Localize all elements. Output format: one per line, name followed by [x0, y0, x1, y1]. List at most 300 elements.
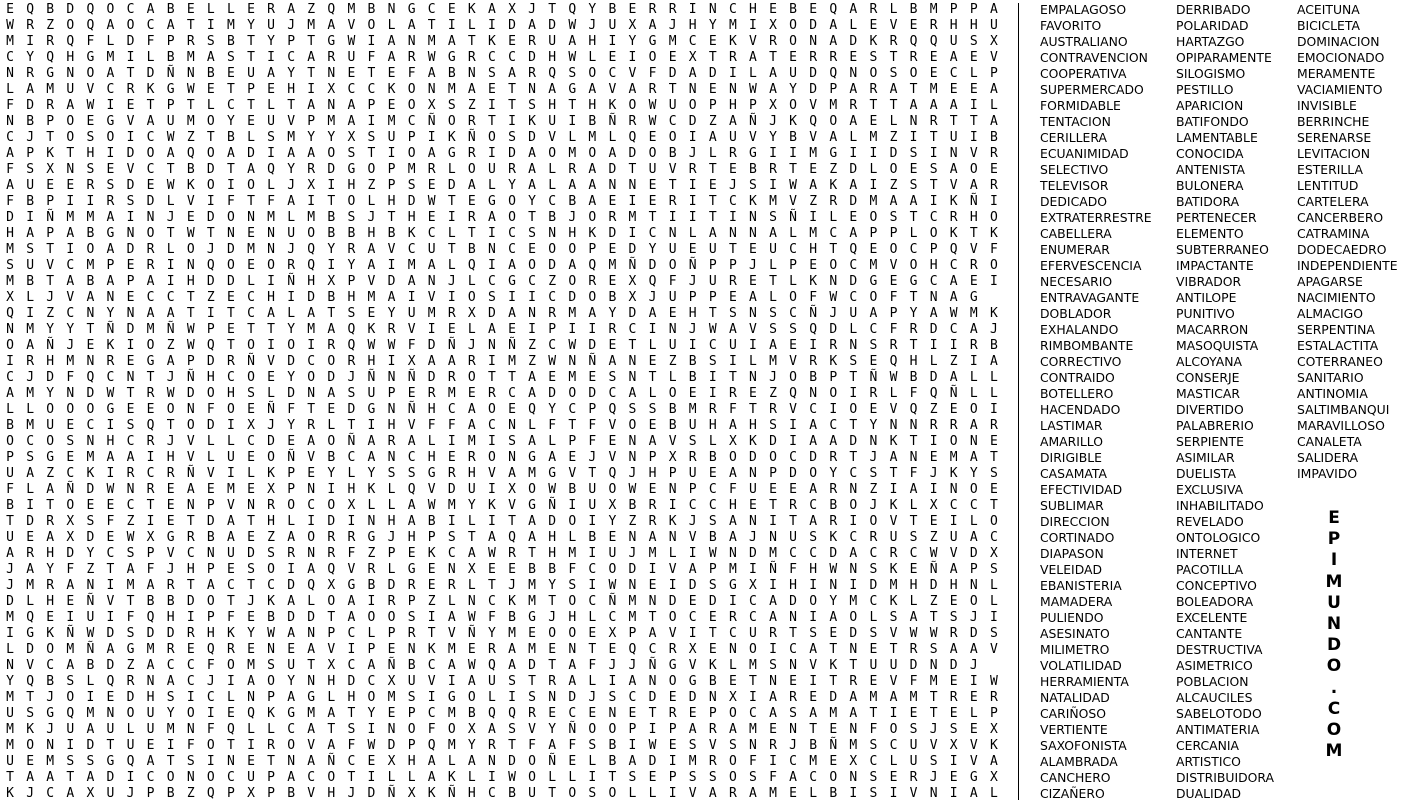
- grid-cell: N: [66, 162, 75, 177]
- grid-cell: D: [969, 626, 978, 641]
- grid-cell: Ñ: [46, 210, 55, 225]
- grid-cell: T: [548, 786, 557, 801]
- grid-cell: W: [467, 610, 476, 625]
- word-item: SERPENTINA: [1297, 322, 1375, 337]
- grid-cell: H: [347, 690, 356, 705]
- grid-cell: E: [46, 178, 55, 193]
- grid-cell: I: [126, 338, 135, 353]
- grid-cell: E: [969, 82, 978, 97]
- grid-cell: O: [989, 210, 998, 225]
- grid-cell: B: [46, 674, 55, 689]
- grid-cell: L: [548, 770, 557, 785]
- grid-cell: K: [447, 130, 456, 145]
- grid-cell: A: [488, 530, 496, 545]
- grid-cell: S: [568, 66, 577, 81]
- grid-cell: E: [608, 194, 617, 209]
- grid-cell: T: [708, 50, 717, 65]
- grid-cell: J: [588, 18, 597, 33]
- grid-cell: Q: [186, 146, 195, 161]
- grid-cell: N: [307, 674, 316, 689]
- grid-cell: I: [909, 130, 918, 145]
- grid-cell: E: [949, 770, 958, 785]
- brand-letter: M: [1325, 741, 1343, 762]
- word-item: ANTILOPE: [1176, 290, 1237, 305]
- grid-cell: Y: [628, 34, 637, 49]
- grid-cell: E: [186, 642, 195, 657]
- grid-cell: A: [588, 82, 597, 97]
- grid-cell: M: [728, 18, 737, 33]
- grid-cell: V: [969, 146, 978, 161]
- grid-cell: D: [146, 626, 155, 641]
- grid-cell: N: [86, 434, 95, 449]
- grid-cell: O: [407, 722, 416, 737]
- grid-cell: L: [969, 706, 978, 721]
- word-item: CANCERBERO: [1297, 210, 1384, 225]
- grid-cell: J: [387, 530, 396, 545]
- grid-cell: H: [106, 434, 115, 449]
- grid-cell: C: [688, 498, 697, 513]
- grid-cell: R: [668, 706, 677, 721]
- grid-cell: Y: [769, 130, 777, 145]
- grid-cell: C: [347, 754, 356, 769]
- grid-cell: J: [166, 370, 175, 385]
- grid-cell: F: [146, 34, 155, 49]
- grid-cell: E: [869, 642, 878, 657]
- grid-cell: Z: [186, 130, 195, 145]
- grid-cell: I: [969, 130, 978, 145]
- grid-cell: Ñ: [749, 114, 757, 129]
- grid-cell: X: [508, 482, 516, 497]
- grid-cell: O: [287, 498, 296, 513]
- grid-cell: A: [749, 290, 757, 305]
- grid-cell: K: [146, 82, 155, 97]
- grid-cell: R: [267, 2, 275, 17]
- grid-cell: I: [969, 674, 978, 689]
- grid-cell: E: [809, 162, 818, 177]
- grid-cell: R: [608, 210, 617, 225]
- grid-cell: I: [287, 290, 296, 305]
- grid-cell: R: [166, 578, 175, 593]
- grid-cell: E: [387, 98, 396, 113]
- grid-cell: B: [809, 370, 818, 385]
- word-item: FORMIDABLE: [1040, 98, 1121, 113]
- brand-letter: E: [1328, 508, 1340, 528]
- grid-cell: E: [247, 754, 255, 769]
- grid-cell: L: [247, 466, 255, 481]
- grid-cell: R: [989, 146, 998, 161]
- grid-cell: G: [508, 274, 516, 289]
- word-list-column-2: [1176, 2, 1297, 802]
- grid-cell: F: [889, 290, 898, 305]
- grid-cell: D: [829, 690, 838, 705]
- grid-cell: I: [929, 194, 938, 209]
- grid-cell: G: [648, 34, 657, 49]
- grid-cell: O: [588, 210, 597, 225]
- grid-cell: X: [769, 98, 777, 113]
- grid-cell: M: [628, 594, 637, 609]
- grid-cell: A: [6, 386, 14, 401]
- grid-cell: B: [829, 498, 838, 513]
- grid-cell: Ñ: [66, 482, 75, 497]
- grid-cell: T: [889, 642, 898, 657]
- grid-cell: N: [849, 770, 858, 785]
- grid-cell: I: [929, 338, 938, 353]
- grid-cell: U: [548, 34, 557, 49]
- grid-cell: C: [206, 690, 215, 705]
- grid-cell: N: [467, 594, 476, 609]
- grid-cell: O: [728, 770, 737, 785]
- grid-cell: T: [969, 226, 978, 241]
- grid-cell: S: [367, 130, 376, 145]
- grid-cell: K: [829, 178, 838, 193]
- grid-cell: V: [166, 546, 175, 561]
- grid-cell: Q: [86, 18, 95, 33]
- grid-cell: E: [508, 562, 516, 577]
- grid-cell: R: [528, 706, 536, 721]
- grid-cell: K: [949, 194, 958, 209]
- grid-cell: S: [568, 578, 577, 593]
- grid-cell: N: [447, 562, 456, 577]
- grid-cell: T: [869, 98, 878, 113]
- grid-cell: U: [869, 658, 878, 673]
- grid-cell: H: [949, 18, 958, 33]
- grid-cell: M: [387, 690, 396, 705]
- grid-cell: L: [849, 18, 858, 33]
- grid-cell: I: [488, 146, 496, 161]
- grid-cell: R: [889, 546, 898, 561]
- grid-cell: E: [648, 354, 657, 369]
- grid-cell: E: [508, 402, 516, 417]
- grid-cell: L: [989, 370, 998, 385]
- grid-cell: N: [226, 754, 235, 769]
- grid-cell: S: [929, 754, 938, 769]
- grid-cell: T: [427, 626, 436, 641]
- grid-cell: A: [769, 82, 777, 97]
- grid-cell: R: [467, 210, 476, 225]
- grid-cell: V: [789, 354, 797, 369]
- grid-cell: C: [186, 674, 195, 689]
- grid-cell: E: [829, 754, 838, 769]
- grid-cell: O: [86, 402, 95, 417]
- grid-cell: K: [26, 722, 35, 737]
- grid-cell: H: [407, 754, 416, 769]
- grid-cell: A: [909, 194, 918, 209]
- grid-cell: O: [247, 370, 255, 385]
- grid-cell: Ñ: [166, 322, 175, 337]
- grid-cell: K: [708, 658, 717, 673]
- grid-cell: B: [166, 50, 175, 65]
- grid-cell: U: [909, 754, 918, 769]
- grid-cell: A: [327, 322, 336, 337]
- grid-cell: I: [528, 322, 536, 337]
- grid-cell: R: [427, 162, 436, 177]
- grid-cell: P: [548, 322, 557, 337]
- grid-cell: D: [327, 162, 336, 177]
- grid-cell: P: [367, 642, 376, 657]
- grid-cell: E: [869, 18, 878, 33]
- grid-cell: B: [86, 658, 95, 673]
- grid-cell: R: [769, 402, 777, 417]
- grid-cell: X: [467, 562, 476, 577]
- grid-cell: E: [247, 530, 255, 545]
- grid-cell: C: [46, 658, 55, 673]
- grid-cell: S: [769, 322, 777, 337]
- grid-cell: S: [608, 370, 617, 385]
- grid-cell: Z: [548, 274, 557, 289]
- grid-cell: M: [969, 306, 978, 321]
- word-item: AUSTRALIANO: [1040, 34, 1128, 49]
- grid-cell: G: [407, 2, 416, 17]
- grid-cell: E: [86, 498, 95, 513]
- grid-cell: I: [206, 754, 215, 769]
- grid-cell: X: [6, 290, 14, 305]
- grid-cell: S: [6, 258, 14, 273]
- grid-cell: N: [548, 226, 557, 241]
- grid-cell: J: [166, 562, 175, 577]
- grid-cell: P: [46, 226, 55, 241]
- grid-cell: O: [367, 690, 376, 705]
- grid-cell: O: [568, 514, 577, 529]
- grid-cell: D: [146, 194, 155, 209]
- grid-cell: E: [548, 370, 557, 385]
- grid-cell: C: [166, 658, 175, 673]
- grid-cell: I: [949, 338, 958, 353]
- grid-cell: K: [749, 434, 757, 449]
- grid-cell: Ñ: [387, 658, 396, 673]
- grid-cell: R: [909, 322, 918, 337]
- grid-cell: D: [849, 626, 858, 641]
- grid-cell: F: [6, 98, 14, 113]
- grid-cell: D: [226, 274, 235, 289]
- grid-cell: A: [126, 562, 135, 577]
- grid-cell: L: [467, 18, 476, 33]
- grid-cell: P: [668, 722, 677, 737]
- grid-cell: E: [769, 482, 777, 497]
- grid-cell: M: [367, 290, 376, 305]
- grid-row: [0, 34, 1004, 50]
- grid-cell: D: [708, 66, 717, 81]
- grid-cell: T: [488, 370, 496, 385]
- grid-cell: Ñ: [447, 786, 456, 801]
- grid-cell: O: [728, 706, 737, 721]
- grid-cell: I: [608, 34, 617, 49]
- grid-cell: E: [166, 482, 175, 497]
- grid-cell: E: [146, 738, 155, 753]
- grid-cell: A: [969, 450, 978, 465]
- grid-cell: V: [407, 418, 416, 433]
- grid-row: [0, 578, 1004, 594]
- grid-cell: I: [447, 514, 456, 529]
- grid-cell: P: [588, 242, 597, 257]
- grid-cell: K: [949, 466, 958, 481]
- grid-cell: N: [146, 674, 155, 689]
- grid-cell: A: [809, 418, 818, 433]
- grid-cell: I: [488, 98, 496, 113]
- grid-cell: E: [387, 706, 396, 721]
- grid-cell: O: [66, 498, 75, 513]
- grid-cell: E: [949, 82, 958, 97]
- grid-cell: V: [749, 130, 757, 145]
- grid-cell: J: [969, 658, 978, 673]
- grid-cell: H: [909, 354, 918, 369]
- grid-cell: N: [668, 482, 677, 497]
- grid-cell: E: [528, 626, 536, 641]
- grid-cell: T: [929, 178, 938, 193]
- grid-cell: C: [447, 546, 456, 561]
- grid-cell: Z: [829, 162, 838, 177]
- grid-cell: S: [26, 706, 35, 721]
- grid-cell: G: [688, 674, 697, 689]
- grid-cell: E: [66, 594, 75, 609]
- grid-cell: Q: [568, 2, 577, 17]
- grid-cell: R: [929, 18, 938, 33]
- grid-cell: H: [146, 690, 155, 705]
- grid-cell: I: [989, 402, 998, 417]
- grid-cell: O: [588, 722, 597, 737]
- grid-cell: A: [307, 98, 316, 113]
- grid-cell: P: [708, 562, 717, 577]
- grid-cell: O: [889, 162, 898, 177]
- grid-cell: I: [126, 50, 135, 65]
- grid-cell: C: [949, 258, 958, 273]
- grid-cell: S: [588, 738, 597, 753]
- grid-cell: U: [66, 82, 75, 97]
- grid-cell: C: [869, 546, 878, 561]
- grid-cell: T: [467, 530, 476, 545]
- grid-cell: Ñ: [809, 306, 818, 321]
- grid-cell: U: [789, 530, 797, 545]
- grid-cell: Y: [287, 418, 296, 433]
- grid-cell: R: [26, 354, 35, 369]
- grid-cell: T: [186, 18, 195, 33]
- grid-cell: N: [648, 594, 657, 609]
- grid-cell: A: [66, 658, 75, 673]
- grid-cell: S: [708, 354, 717, 369]
- grid-cell: Y: [287, 66, 296, 81]
- grid-cell: N: [6, 66, 14, 81]
- grid-cell: C: [146, 162, 155, 177]
- grid-cell: L: [387, 770, 396, 785]
- grid-cell: N: [86, 354, 95, 369]
- grid-cell: V: [528, 722, 536, 737]
- grid-cell: Z: [46, 466, 55, 481]
- grid-cell: B: [166, 2, 175, 17]
- grid-cell: T: [226, 738, 235, 753]
- grid-cell: T: [226, 162, 235, 177]
- grid-cell: G: [106, 402, 115, 417]
- grid-cell: Ñ: [66, 626, 75, 641]
- grid-row: [0, 338, 1004, 354]
- grid-cell: L: [568, 530, 577, 545]
- grid-cell: D: [186, 594, 195, 609]
- grid-cell: N: [488, 754, 496, 769]
- grid-cell: E: [247, 402, 255, 417]
- grid-cell: E: [447, 2, 456, 17]
- grid-cell: R: [407, 626, 416, 641]
- grid-cell: S: [889, 66, 898, 81]
- grid-cell: R: [769, 738, 777, 753]
- grid-cell: Q: [146, 418, 155, 433]
- grid-cell: N: [949, 146, 958, 161]
- grid-cell: E: [126, 98, 135, 113]
- grid-cell: I: [969, 354, 978, 369]
- grid-cell: E: [648, 578, 657, 593]
- grid-cell: S: [86, 130, 95, 145]
- grid-cell: C: [588, 562, 597, 577]
- grid-cell: B: [588, 114, 597, 129]
- grid-cell: Y: [287, 322, 296, 337]
- grid-cell: I: [146, 450, 155, 465]
- grid-cell: W: [789, 178, 797, 193]
- grid-cell: H: [969, 210, 978, 225]
- grid-cell: V: [427, 290, 436, 305]
- grid-row: [0, 178, 1004, 194]
- grid-cell: I: [869, 178, 878, 193]
- grid-cell: L: [769, 290, 777, 305]
- grid-cell: O: [528, 754, 536, 769]
- grid-cell: E: [467, 386, 476, 401]
- grid-cell: O: [327, 770, 336, 785]
- grid-cell: U: [106, 786, 115, 801]
- grid-cell: R: [708, 402, 717, 417]
- grid-cell: T: [327, 306, 336, 321]
- grid-cell: L: [708, 146, 717, 161]
- grid-cell: P: [387, 546, 396, 561]
- grid-cell: H: [588, 98, 597, 113]
- grid-cell: A: [206, 578, 215, 593]
- word-item: DIRECCION: [1040, 514, 1110, 529]
- grid-cell: Y: [166, 706, 175, 721]
- grid-cell: P: [146, 786, 155, 801]
- grid-cell: I: [206, 194, 215, 209]
- grid-cell: M: [407, 258, 416, 273]
- grid-cell: S: [66, 754, 75, 769]
- grid-cell: A: [106, 18, 115, 33]
- grid-cell: D: [186, 386, 195, 401]
- grid-cell: D: [347, 674, 356, 689]
- grid-cell: E: [86, 114, 95, 129]
- grid-cell: B: [206, 66, 215, 81]
- grid-cell: D: [568, 290, 577, 305]
- grid-cell: W: [126, 530, 135, 545]
- grid-cell: R: [528, 66, 536, 81]
- grid-cell: T: [247, 194, 255, 209]
- grid-cell: H: [688, 18, 697, 33]
- grid-cell: Z: [929, 594, 938, 609]
- grid-cell: E: [307, 466, 316, 481]
- grid-cell: A: [909, 98, 918, 113]
- grid-cell: I: [588, 578, 597, 593]
- grid-row: [0, 770, 1004, 786]
- grid-cell: R: [327, 50, 336, 65]
- grid-cell: N: [929, 786, 938, 801]
- grid-cell: C: [166, 290, 175, 305]
- word-item: MILIMETRO: [1040, 642, 1110, 657]
- word-item: COTERRANEO: [1297, 354, 1383, 369]
- grid-row: [0, 434, 1004, 450]
- grid-cell: A: [728, 722, 737, 737]
- grid-cell: M: [267, 210, 275, 225]
- grid-cell: A: [688, 722, 697, 737]
- grid-cell: E: [688, 242, 697, 257]
- grid-cell: E: [548, 706, 557, 721]
- grid-cell: M: [447, 386, 456, 401]
- grid-cell: B: [166, 594, 175, 609]
- grid-cell: D: [929, 370, 938, 385]
- grid-cell: R: [628, 114, 637, 129]
- grid-cell: O: [969, 482, 978, 497]
- grid-cell: S: [989, 562, 998, 577]
